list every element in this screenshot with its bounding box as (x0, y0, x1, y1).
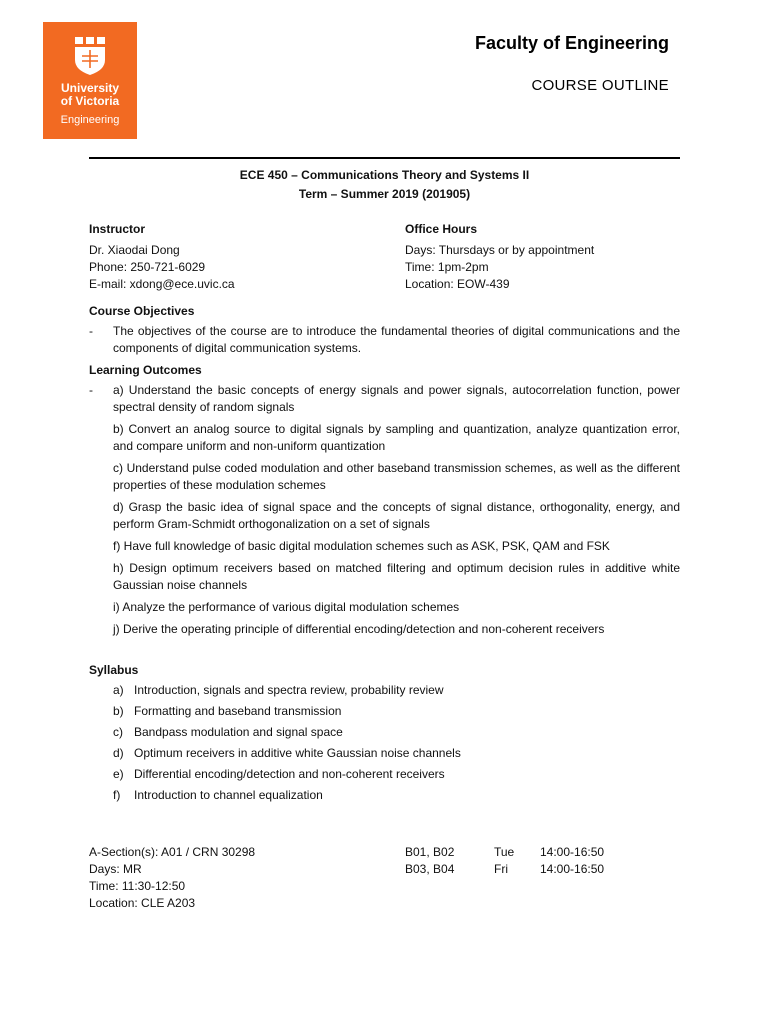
office-hours-days: Days: Thursdays or by appointment (405, 243, 595, 257)
b-section-day: Fri (494, 862, 508, 876)
a-section-location: Location: CLE A203 (89, 896, 196, 910)
syllabus-text: Introduction, signals and spectra review, probability review (134, 683, 444, 697)
syllabus-text: Differential encoding/detection and non-coherent receivers (134, 767, 445, 781)
course-outline-body (89, 160, 680, 912)
schedule-row (89, 861, 680, 878)
a-section-time: Time: 11:30-12:50 (89, 879, 186, 893)
course-title: ECE 450 – Communications Theory and Systems II (239, 168, 530, 182)
b-section-day: Tue (494, 845, 515, 859)
university-logo (43, 22, 137, 139)
syllabus-text: Formatting and baseband transmission (134, 704, 342, 718)
b-section: B03, B04 (405, 862, 455, 876)
outcome-text: a) Understand the basic concepts of energy signals and power signals, autocorrelation function, power spectral density of random signals (113, 383, 680, 414)
syllabus-letter: c) (113, 725, 123, 739)
b-section-time: 14:00-16:50 (540, 845, 605, 859)
contact-block (89, 221, 680, 293)
syllabus-item (89, 724, 680, 741)
outcome-item (89, 382, 680, 416)
objectives-heading: Course Objectives (89, 304, 195, 318)
a-section-days: Days: MR (89, 862, 142, 876)
instructor-phone: Phone: 250-721-6029 (89, 260, 206, 274)
objectives-text: The objectives of the course are to introduce the fundamental theories of digital communications and the components of digital communication systems. (113, 324, 680, 355)
faculty-title: Faculty of Engineering (474, 33, 669, 53)
outcome-item: f) Have full knowledge of basic digital modulation schemes such as ASK, PSK, QAM and FSK (113, 539, 610, 553)
office-hours-block (405, 221, 680, 293)
document-type: COURSE OUTLINE (531, 77, 669, 94)
instructor-heading: Instructor (89, 222, 146, 236)
outcome-item: c) Understand pulse coded modulation and other baseband transmission schemes, as well as the different properties of these modulation schemes (113, 461, 680, 492)
syllabus-text: Introduction to channel equalization (134, 788, 323, 802)
header-rule (89, 157, 680, 159)
outcome-item: h) Design optimum receivers based on matched filtering and optimum decision rules in additive white Gaussian noise channels (113, 561, 680, 592)
logo-line-2: of Victoria (60, 94, 120, 108)
office-hours-location: Location: EOW-439 (405, 277, 510, 291)
instructor-name: Dr. Xiaodai Dong (89, 243, 180, 257)
office-hours-time: Time: 1pm-2pm (405, 260, 489, 274)
syllabus-item (89, 745, 680, 762)
syllabus-heading: Syllabus (89, 663, 139, 677)
outcome-item: j) Derive the operating principle of differential encoding/detection and non-coherent receivers (113, 622, 605, 636)
schedule-row (89, 844, 680, 861)
syllabus-item (89, 766, 680, 783)
instructor-email: E-mail: xdong@ece.uvic.ca (89, 277, 235, 291)
syllabus-letter: e) (113, 767, 124, 781)
syllabus-item (89, 682, 680, 699)
section-schedule (89, 844, 680, 912)
syllabus-letter: d) (113, 746, 124, 760)
b-section: B01, B02 (405, 845, 455, 859)
syllabus-text: Bandpass modulation and signal space (134, 725, 343, 739)
b-section-time: 14:00-16:50 (540, 862, 605, 876)
bullet-dash: - (89, 324, 93, 338)
syllabus-item (89, 787, 680, 804)
syllabus-letter: b) (113, 704, 124, 718)
syllabus-letter: f) (113, 788, 121, 802)
logo-subtitle: Engineering (60, 114, 120, 126)
syllabus-letter: a) (113, 683, 124, 697)
bullet-dash: - (89, 383, 93, 397)
office-hours-heading: Office Hours (405, 222, 478, 236)
instructor-block (89, 221, 405, 293)
outcome-item: b) Convert an analog source to digital signals by sampling and quantization, analyze quantization error, and compare uniform and non-uniform quantization (113, 422, 680, 453)
objectives-item (89, 323, 680, 357)
syllabus-item (89, 703, 680, 720)
logo-line-1: University (60, 81, 120, 95)
outcome-item: i) Analyze the performance of various digital modulation schemes (113, 600, 460, 614)
course-term: Term – Summer 2019 (201905) (298, 187, 471, 201)
outcomes-heading: Learning Outcomes (89, 363, 202, 377)
syllabus-text: Optimum receivers in additive white Gaussian noise channels (134, 746, 461, 760)
a-section: A-Section(s): A01 / CRN 30298 (89, 845, 256, 859)
outcome-item: d) Grasp the basic idea of signal space and the concepts of signal distance, orthogonality, energy, and perform Gram-Schmidt orthogonalization on a set of signals (113, 500, 680, 531)
logo-wordmark (43, 82, 137, 108)
crest-icon (74, 36, 106, 76)
